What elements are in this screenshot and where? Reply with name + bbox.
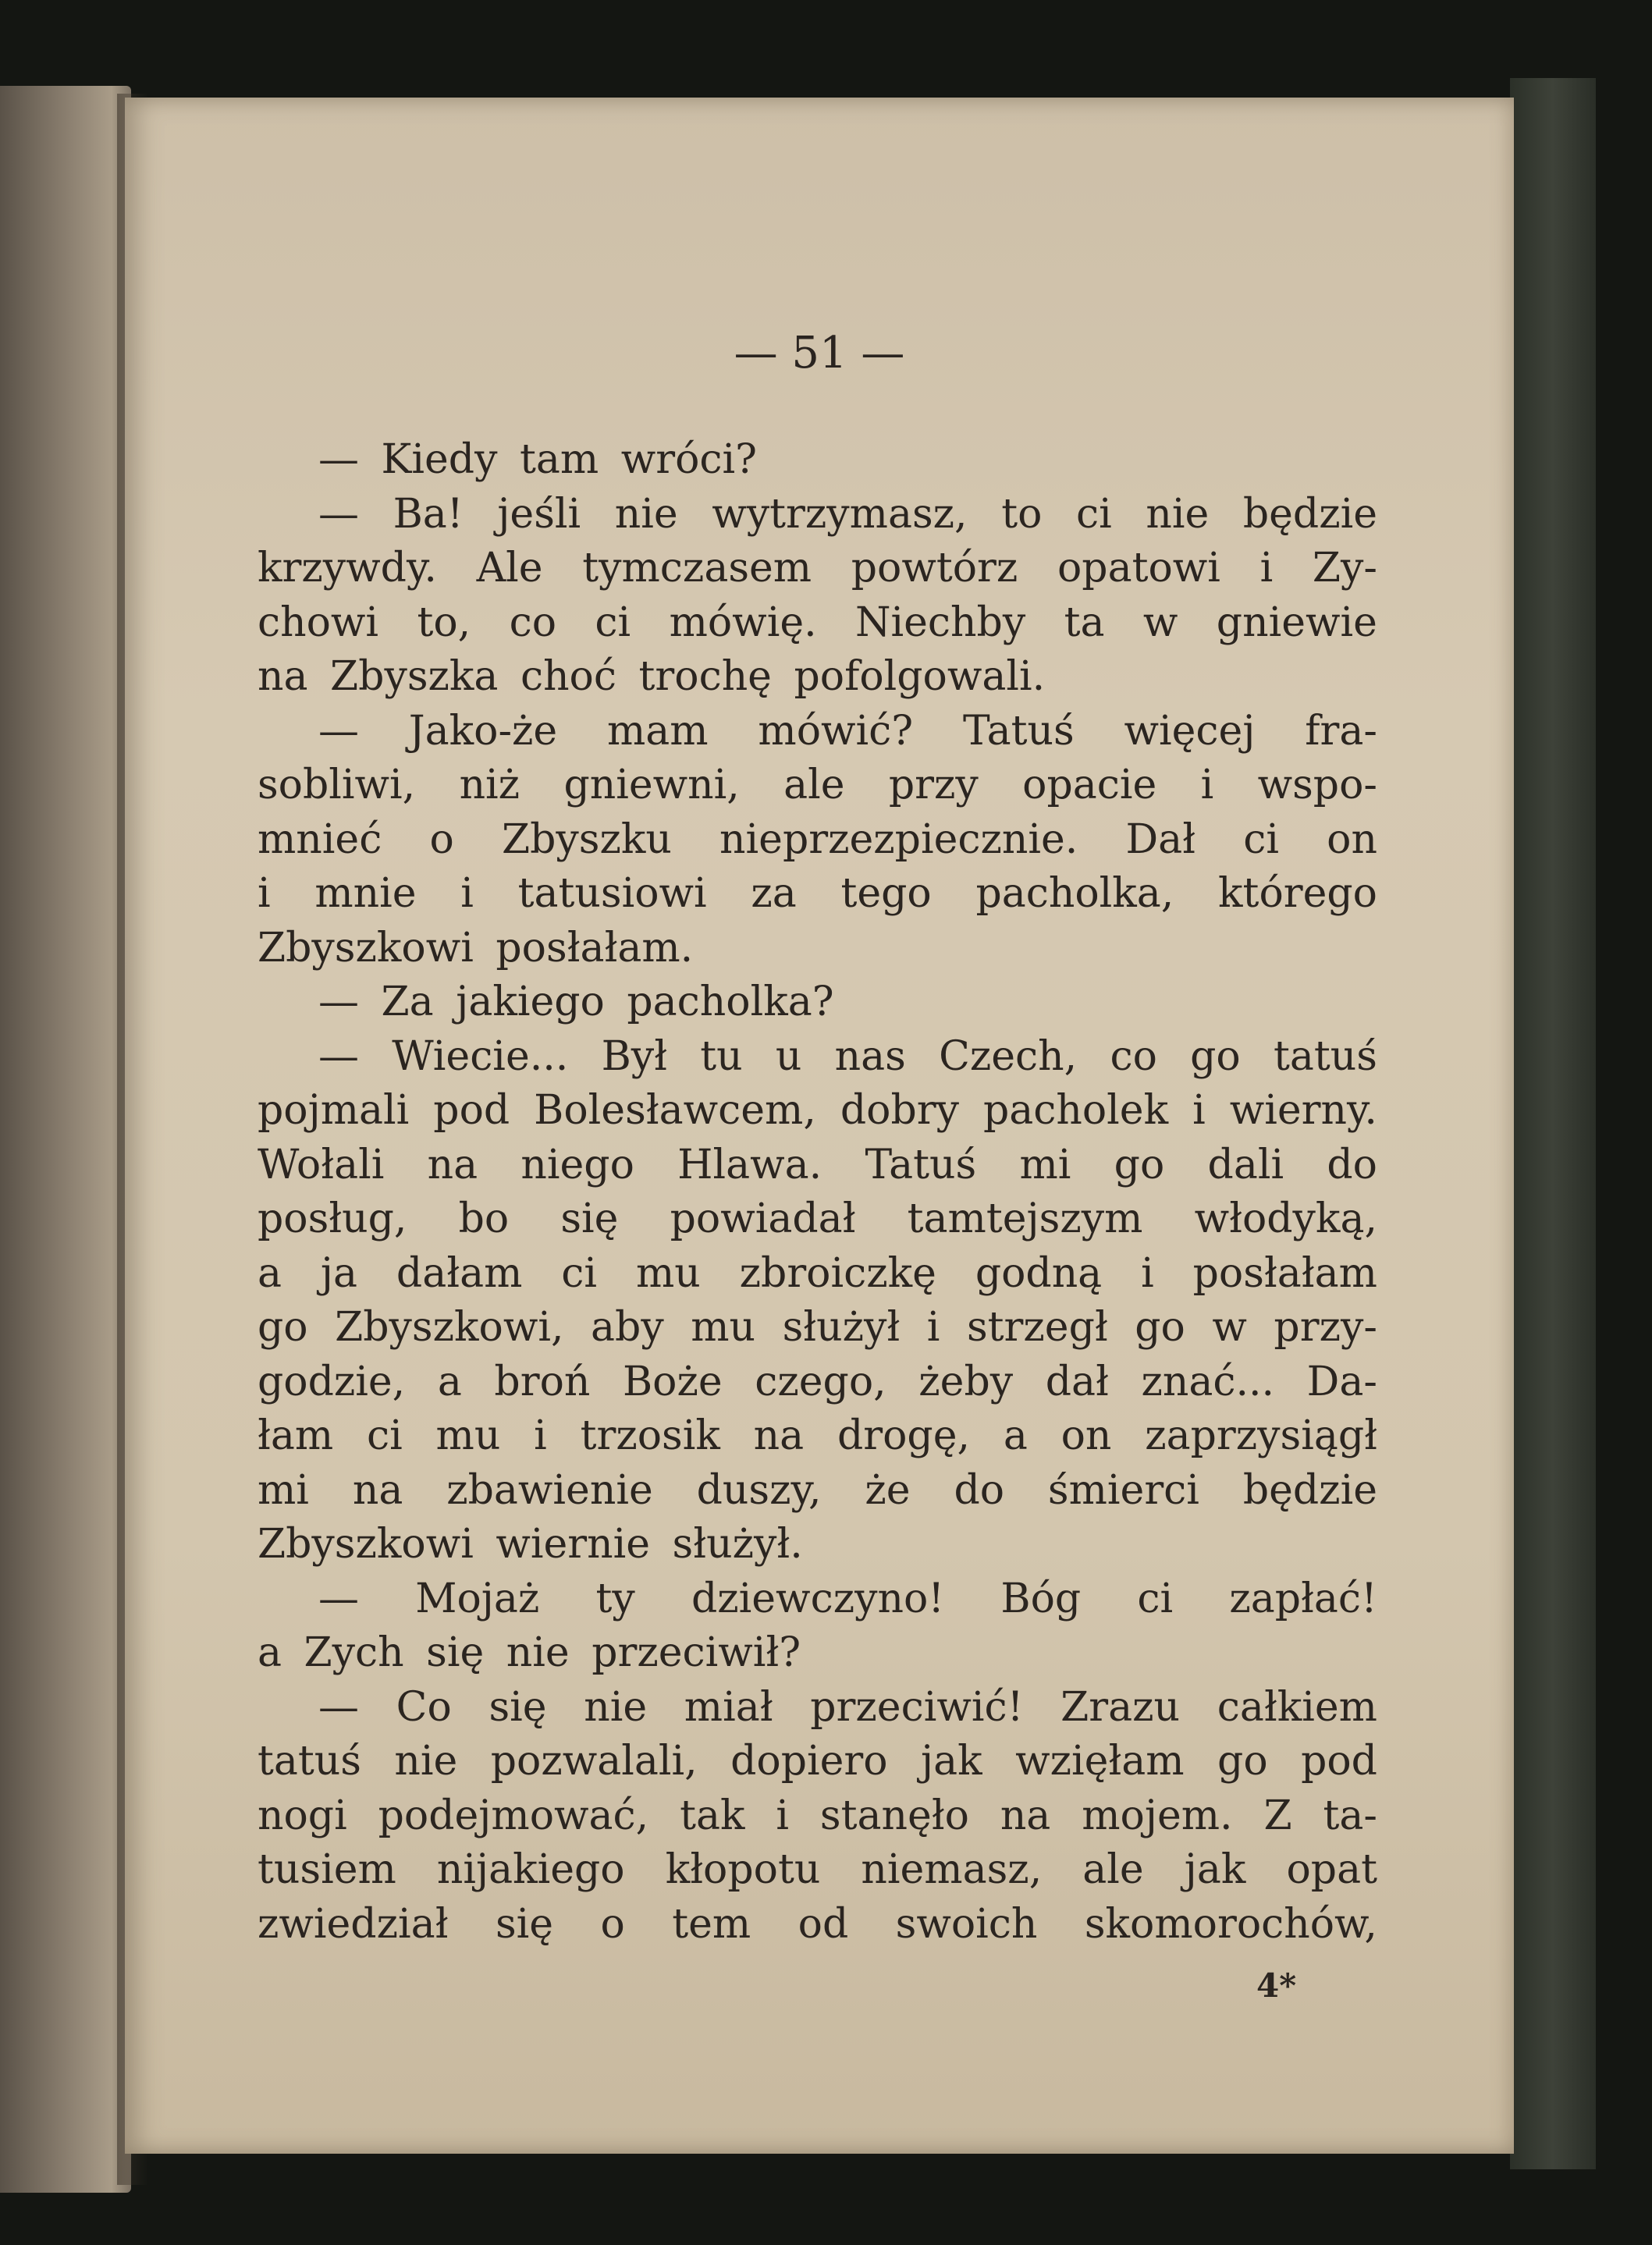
text-line: mi na zbawienie duszy, że do śmierci będzie <box>258 1466 1377 1514</box>
text-line: — Kiedy tam wróci? <box>318 436 758 483</box>
text-line: go Zbyszkowi, aby mu służył i strzegł go w przy- <box>258 1304 1377 1351</box>
text-line: tatuś nie pozwalali, dopiero jak wzięłam go pod <box>258 1738 1377 1785</box>
page-number: — 51 — <box>734 328 905 378</box>
book-page <box>125 98 1514 2154</box>
text-line: łam ci mu i trzosik na drogę, a on zaprzysiągł <box>258 1412 1377 1459</box>
text-line: — Za jakiego pacholka? <box>318 979 834 1025</box>
text-line: — Wiecie... Był tu u nas Czech, co go tatuś <box>318 1032 1377 1080</box>
text-line: pojmali pod Bolesławcem, dobry pacholek i wierny. <box>258 1087 1377 1134</box>
text-line: godzie, a broń Boże czego, żeby dał znać... Da- <box>258 1358 1377 1405</box>
text-line: — Ba! jeśli nie wytrzymasz, to ci nie będzie <box>318 490 1377 538</box>
text-line: na Zbyszka choć trochę pofolgowali. <box>258 653 1046 700</box>
text-line: krzywdy. Ale tymczasem powtórz opatowi i Zy- <box>258 545 1377 591</box>
text-line: mnieć o Zbyszku nieprzezpiecznie. Dał ci on <box>258 815 1377 863</box>
text-line: Wołali na niego Hlawa. Tatuś mi go dali do <box>258 1141 1377 1188</box>
text-line: sobliwi, niż gniewni, ale przy opacie i wspo- <box>258 762 1377 808</box>
book-cover-edge <box>1510 78 1596 2169</box>
text-line: — Co się nie miał przeciwić! Zrazu całkiem <box>318 1683 1377 1731</box>
text-line: — Jako-że mam mówić? Tatuś więcej fra- <box>318 707 1377 755</box>
text-line: a Zych się nie przeciwił? <box>258 1629 801 1676</box>
left-page-edge <box>0 86 131 2193</box>
text-line: nogi podejmować, tak i stanęło na mojem. Z ta- <box>258 1792 1377 1839</box>
text-line: zwiedział się o tem od swoich skomorochów, <box>258 1900 1377 1948</box>
text-line: posług, bo się powiadał tamtejszym włodyką, <box>258 1195 1377 1242</box>
text-block <box>258 433 1377 1952</box>
text-line: — Mojaż ty dziewczyno! Bóg ci zapłać! <box>318 1575 1377 1622</box>
text-line: i mnie i tatusiowi za tego pacholka, którego <box>258 870 1377 917</box>
text-line: chowi to, co ci mówię. Niechby ta w gniewie <box>258 599 1377 646</box>
text-line: a ja dałam ci mu zbroiczkę godną i posłałam <box>258 1249 1377 1297</box>
text-line: Zbyszkowi posłałam. <box>258 924 694 972</box>
text-line: tusiem nijakiego kłopotu niemasz, ale jak opat <box>258 1846 1377 1893</box>
signature-mark: 4* <box>1256 1966 1297 2005</box>
text-line: Zbyszkowi wiernie służył. <box>258 1521 803 1568</box>
